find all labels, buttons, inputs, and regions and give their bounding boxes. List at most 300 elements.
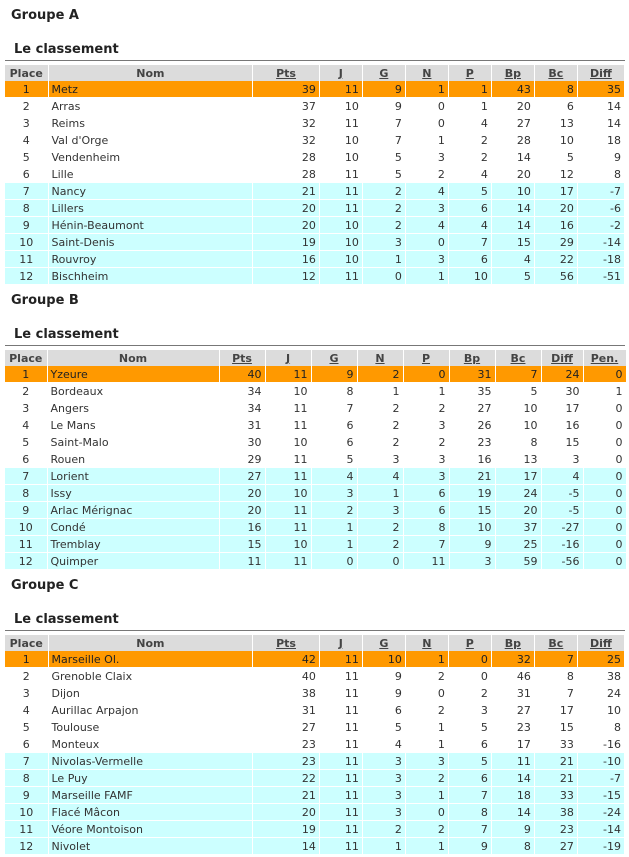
table-row — [5, 98, 625, 115]
stat-cell: -56 — [541, 553, 583, 570]
stat-cell: 0 — [362, 268, 405, 285]
stat-cell: 1 — [405, 132, 448, 149]
stat-cell: -5 — [541, 485, 583, 502]
stat-cell: 10 — [265, 434, 311, 451]
stat-cell: 1 — [362, 838, 405, 855]
stat-cell: 4 — [448, 166, 491, 183]
team-name-cell: Véore Montoison — [48, 821, 253, 838]
stat-cell: 8 — [311, 383, 357, 400]
stat-cell: 2 — [448, 149, 491, 166]
stat-cell: 11 — [319, 838, 362, 855]
stat-cell: 11 — [319, 787, 362, 804]
place-cell: 6 — [5, 166, 48, 183]
stat-cell: 6 — [448, 770, 491, 787]
stat-cell: 9 — [491, 821, 534, 838]
stat-cell: 11 — [319, 115, 362, 132]
stat-cell: 19 — [253, 234, 320, 251]
stat-cell: 0 — [405, 804, 448, 821]
table-row — [5, 519, 626, 536]
stat-cell: 6 — [311, 434, 357, 451]
team-name-cell: Rouen — [47, 451, 219, 468]
place-cell: 7 — [5, 183, 48, 200]
table-row — [5, 787, 625, 804]
place-cell: 6 — [5, 736, 48, 753]
stat-cell: 38 — [253, 685, 320, 702]
column-header-g[interactable]: G — [362, 65, 405, 81]
stat-cell: 11 — [265, 366, 311, 383]
place-cell: 11 — [5, 536, 47, 553]
stat-cell: 11 — [319, 736, 362, 753]
stat-cell: -7 — [577, 770, 624, 787]
stat-cell: 4 — [405, 217, 448, 234]
table-row — [5, 132, 625, 149]
place-cell: 2 — [5, 98, 48, 115]
stat-cell: -14 — [577, 821, 624, 838]
stat-cell: 39 — [253, 81, 320, 98]
team-name-cell: Condé — [47, 519, 219, 536]
stat-cell: 2 — [405, 770, 448, 787]
table-row — [5, 685, 625, 702]
stat-cell: 27 — [491, 115, 534, 132]
stat-cell: -19 — [577, 838, 624, 855]
stat-cell: -14 — [577, 234, 624, 251]
stat-cell: 0 — [405, 685, 448, 702]
stat-cell: 0 — [583, 553, 626, 570]
stat-cell: 11 — [319, 651, 362, 668]
stat-cell: 1 — [448, 98, 491, 115]
stat-cell: 1 — [362, 251, 405, 268]
column-header-diff[interactable]: Diff — [577, 635, 624, 651]
column-header-g[interactable]: G — [362, 635, 405, 651]
column-header-pts[interactable]: Pts — [219, 350, 265, 366]
stat-cell: 3 — [403, 468, 449, 485]
stat-cell: 0 — [405, 234, 448, 251]
stat-cell: 3 — [362, 753, 405, 770]
stat-cell: 0 — [583, 451, 626, 468]
stat-cell: 1 — [311, 536, 357, 553]
stat-cell: 38 — [534, 804, 577, 821]
stat-cell: 14 — [491, 200, 534, 217]
column-header-diff[interactable]: Diff — [541, 350, 583, 366]
stat-cell: 11 — [319, 804, 362, 821]
place-cell: 9 — [5, 217, 48, 234]
place-cell: 9 — [5, 787, 48, 804]
stat-cell: 5 — [448, 719, 491, 736]
standings-table — [5, 65, 625, 285]
stat-cell: 10 — [534, 132, 577, 149]
group-title: Groupe C — [11, 578, 79, 593]
stat-cell: 2 — [357, 400, 403, 417]
table-row — [5, 485, 626, 502]
stat-cell: 3 — [449, 553, 495, 570]
stat-cell: 35 — [577, 81, 624, 98]
team-name-cell: Saint-Malo — [47, 434, 219, 451]
column-header-n[interactable]: N — [405, 65, 448, 81]
place-cell: 5 — [5, 719, 48, 736]
table-row — [5, 166, 625, 183]
stat-cell: 2 — [357, 519, 403, 536]
stat-cell: 4 — [405, 183, 448, 200]
stat-cell: 5 — [362, 166, 405, 183]
stat-cell: 1 — [405, 651, 448, 668]
stat-cell: 8 — [534, 668, 577, 685]
stat-cell: 11 — [319, 685, 362, 702]
place-cell: 3 — [5, 400, 47, 417]
stat-cell: 32 — [253, 115, 320, 132]
place-cell: 3 — [5, 115, 48, 132]
column-header-g[interactable]: G — [311, 350, 357, 366]
team-name-cell: Rouvroy — [48, 251, 253, 268]
stat-cell: 10 — [319, 217, 362, 234]
stat-cell: 24 — [541, 366, 583, 383]
column-header-p[interactable]: P — [448, 65, 491, 81]
column-header-bc[interactable]: Bc — [534, 65, 577, 81]
stat-cell: 17 — [541, 400, 583, 417]
team-name-cell: Marseille FAMF — [48, 787, 253, 804]
column-header-p[interactable]: P — [448, 635, 491, 651]
place-cell: 5 — [5, 434, 47, 451]
stat-cell: 12 — [534, 166, 577, 183]
stat-cell: -27 — [541, 519, 583, 536]
section-title: Le classement — [5, 313, 625, 346]
column-header-nom: Nom — [47, 350, 219, 366]
stat-cell: 3 — [362, 770, 405, 787]
stat-cell: 9 — [362, 98, 405, 115]
stat-cell: 0 — [403, 366, 449, 383]
stat-cell: 11 — [491, 753, 534, 770]
stat-cell: 14 — [577, 98, 624, 115]
stat-cell: 2 — [405, 668, 448, 685]
stat-cell: 33 — [534, 736, 577, 753]
stat-cell: 10 — [265, 536, 311, 553]
stat-cell: 21 — [449, 468, 495, 485]
column-header-bc[interactable]: Bc — [495, 350, 541, 366]
table-row — [5, 702, 625, 719]
team-name-cell: Dijon — [48, 685, 253, 702]
stat-cell: 3 — [357, 502, 403, 519]
stat-cell: 21 — [253, 183, 320, 200]
team-name-cell: Aurillac Arpajon — [48, 702, 253, 719]
stat-cell: 27 — [449, 400, 495, 417]
column-header-n[interactable]: N — [405, 635, 448, 651]
stat-cell: 6 — [403, 502, 449, 519]
team-name-cell: Grenoble Claix — [48, 668, 253, 685]
place-cell: 8 — [5, 770, 48, 787]
stat-cell: 0 — [583, 417, 626, 434]
stat-cell: 11 — [319, 183, 362, 200]
team-name-cell: Monteux — [48, 736, 253, 753]
table-row — [5, 468, 626, 485]
column-header-j[interactable]: J — [265, 350, 311, 366]
stat-cell: 3 — [311, 485, 357, 502]
stat-cell: 40 — [253, 668, 320, 685]
stat-cell: 16 — [253, 251, 320, 268]
place-cell: 11 — [5, 821, 48, 838]
column-header-bc[interactable]: Bc — [534, 635, 577, 651]
stat-cell: 1 — [405, 736, 448, 753]
stat-cell: -16 — [541, 536, 583, 553]
stat-cell: 9 — [311, 366, 357, 383]
team-name-cell: Quimper — [47, 553, 219, 570]
stat-cell: 17 — [491, 736, 534, 753]
team-name-cell: Toulouse — [48, 719, 253, 736]
team-name-cell: Lorient — [47, 468, 219, 485]
team-name-cell: Saint-Denis — [48, 234, 253, 251]
stat-cell: 5 — [362, 149, 405, 166]
column-header-pts[interactable]: Pts — [253, 635, 320, 651]
place-cell: 1 — [5, 651, 48, 668]
stat-cell: 3 — [448, 702, 491, 719]
stat-cell: 2 — [403, 434, 449, 451]
column-header-bp[interactable]: Bp — [491, 65, 534, 81]
stat-cell: 0 — [583, 468, 626, 485]
stat-cell: 7 — [448, 787, 491, 804]
stat-cell: 21 — [534, 753, 577, 770]
stat-cell: 2 — [357, 417, 403, 434]
stat-cell: -51 — [577, 268, 624, 285]
team-name-cell: Vendenheim — [48, 149, 253, 166]
stat-cell: 2 — [405, 166, 448, 183]
stat-cell: 11 — [319, 702, 362, 719]
stat-cell: 8 — [577, 166, 624, 183]
stat-cell: 16 — [219, 519, 265, 536]
stat-cell: 20 — [495, 502, 541, 519]
place-cell: 9 — [5, 502, 47, 519]
stat-cell: 15 — [449, 502, 495, 519]
group-title: Groupe B — [11, 293, 79, 308]
stat-cell: 18 — [577, 132, 624, 149]
stat-cell: 11 — [319, 81, 362, 98]
table-row — [5, 200, 625, 217]
column-header-nom: Nom — [48, 65, 253, 81]
table-row — [5, 217, 625, 234]
stat-cell: 31 — [491, 685, 534, 702]
stat-cell: 7 — [534, 651, 577, 668]
stat-cell: 7 — [311, 400, 357, 417]
place-cell: 1 — [5, 81, 48, 98]
stat-cell: 2 — [362, 821, 405, 838]
stat-cell: 27 — [219, 468, 265, 485]
stat-cell: 25 — [495, 536, 541, 553]
stat-cell: 3 — [405, 149, 448, 166]
table-header-row — [5, 65, 625, 81]
place-cell: 8 — [5, 485, 47, 502]
stat-cell: 16 — [449, 451, 495, 468]
stat-cell: 4 — [448, 115, 491, 132]
stat-cell: 24 — [577, 685, 624, 702]
stat-cell: 20 — [219, 485, 265, 502]
table-row — [5, 668, 625, 685]
stat-cell: 11 — [319, 770, 362, 787]
stat-cell: 6 — [448, 200, 491, 217]
stat-cell: 12 — [253, 268, 320, 285]
stat-cell: 2 — [362, 217, 405, 234]
stat-cell: 11 — [219, 553, 265, 570]
stat-cell: 0 — [448, 668, 491, 685]
stat-cell: 15 — [491, 234, 534, 251]
stat-cell: 38 — [577, 668, 624, 685]
team-name-cell: Metz — [48, 81, 253, 98]
stat-cell: 1 — [583, 383, 626, 400]
stat-cell: 14 — [577, 115, 624, 132]
stat-cell: 17 — [534, 183, 577, 200]
column-header-diff[interactable]: Diff — [577, 65, 624, 81]
stat-cell: 3 — [405, 753, 448, 770]
stat-cell: 11 — [403, 553, 449, 570]
stat-cell: 10 — [319, 234, 362, 251]
team-name-cell: Arlac Mérignac — [47, 502, 219, 519]
stat-cell: 2 — [448, 132, 491, 149]
stat-cell: 20 — [253, 217, 320, 234]
stat-cell: 1 — [311, 519, 357, 536]
stat-cell: -10 — [577, 753, 624, 770]
stat-cell: 4 — [541, 468, 583, 485]
stat-cell: 0 — [405, 98, 448, 115]
column-header-j[interactable]: J — [319, 65, 362, 81]
stat-cell: 10 — [362, 651, 405, 668]
stat-cell: 11 — [319, 668, 362, 685]
stat-cell: 18 — [491, 787, 534, 804]
stat-cell: 59 — [495, 553, 541, 570]
stat-cell: 7 — [495, 366, 541, 383]
stat-cell: 10 — [449, 519, 495, 536]
table-row — [5, 400, 626, 417]
stat-cell: 2 — [403, 400, 449, 417]
stat-cell: 0 — [583, 519, 626, 536]
column-header-pen[interactable]: Pen. — [583, 350, 626, 366]
place-cell: 2 — [5, 668, 48, 685]
section-title: Le classement — [5, 598, 625, 631]
stat-cell: 27 — [491, 702, 534, 719]
table-header-row — [5, 635, 625, 651]
table-row — [5, 821, 625, 838]
stat-cell: 4 — [491, 251, 534, 268]
stat-cell: 10 — [448, 268, 491, 285]
stat-cell: 23 — [253, 753, 320, 770]
stat-cell: 0 — [405, 115, 448, 132]
table-row — [5, 417, 626, 434]
team-name-cell: Val d'Orge — [48, 132, 253, 149]
table-row — [5, 234, 625, 251]
column-header-nom: Nom — [48, 635, 253, 651]
stat-cell: 6 — [448, 251, 491, 268]
stat-cell: 23 — [253, 736, 320, 753]
stat-cell: 21 — [253, 787, 320, 804]
stat-cell: 34 — [219, 383, 265, 400]
stat-cell: -2 — [577, 217, 624, 234]
stat-cell: 28 — [253, 166, 320, 183]
team-name-cell: Marseille Ol. — [48, 651, 253, 668]
stat-cell: 13 — [495, 451, 541, 468]
stat-cell: 4 — [357, 468, 403, 485]
stat-cell: 11 — [319, 821, 362, 838]
stat-cell: 42 — [253, 651, 320, 668]
column-header-place: Place — [5, 350, 47, 366]
stat-cell: 14 — [253, 838, 320, 855]
stat-cell: 6 — [534, 98, 577, 115]
stat-cell: 4 — [448, 217, 491, 234]
place-cell: 3 — [5, 685, 48, 702]
stat-cell: 10 — [319, 98, 362, 115]
stat-cell: 23 — [449, 434, 495, 451]
stat-cell: 30 — [541, 383, 583, 400]
team-name-cell: Tremblay — [47, 536, 219, 553]
stat-cell: 24 — [495, 485, 541, 502]
stat-cell: 22 — [534, 251, 577, 268]
stat-cell: 10 — [495, 400, 541, 417]
stat-cell: 9 — [362, 668, 405, 685]
stat-cell: 11 — [319, 268, 362, 285]
stat-cell: 11 — [265, 400, 311, 417]
stat-cell: 17 — [495, 468, 541, 485]
place-cell: 4 — [5, 132, 48, 149]
stat-cell: 11 — [319, 200, 362, 217]
place-cell: 10 — [5, 234, 48, 251]
stat-cell: 37 — [253, 98, 320, 115]
stat-cell: 19 — [449, 485, 495, 502]
stat-cell: 6 — [362, 702, 405, 719]
column-header-j[interactable]: J — [319, 635, 362, 651]
team-name-cell: Le Puy — [48, 770, 253, 787]
place-cell: 12 — [5, 838, 48, 855]
stat-cell: 11 — [265, 553, 311, 570]
team-name-cell: Nancy — [48, 183, 253, 200]
stat-cell: 10 — [319, 132, 362, 149]
stat-cell: 14 — [491, 804, 534, 821]
table-row — [5, 268, 625, 285]
stat-cell: 22 — [253, 770, 320, 787]
column-header-p[interactable]: P — [403, 350, 449, 366]
stat-cell: 0 — [357, 553, 403, 570]
stat-cell: 8 — [491, 838, 534, 855]
team-name-cell: Lille — [48, 166, 253, 183]
place-cell: 7 — [5, 753, 48, 770]
stat-cell: 1 — [403, 383, 449, 400]
stat-cell: 2 — [405, 821, 448, 838]
column-header-pts[interactable]: Pts — [253, 65, 320, 81]
stat-cell: 3 — [405, 200, 448, 217]
table-row — [5, 838, 625, 855]
stat-cell: 37 — [495, 519, 541, 536]
stat-cell: 0 — [583, 502, 626, 519]
column-header-n[interactable]: N — [357, 350, 403, 366]
table-row — [5, 753, 625, 770]
stat-cell: 5 — [311, 451, 357, 468]
column-header-bp[interactable]: Bp — [449, 350, 495, 366]
stat-cell: 46 — [491, 668, 534, 685]
place-cell: 4 — [5, 417, 47, 434]
stat-cell: 10 — [577, 702, 624, 719]
stat-cell: 5 — [534, 149, 577, 166]
stat-cell: 7 — [448, 234, 491, 251]
stat-cell: 43 — [491, 81, 534, 98]
stat-cell: 28 — [491, 132, 534, 149]
stat-cell: 4 — [362, 736, 405, 753]
stat-cell: 10 — [265, 485, 311, 502]
team-name-cell: Nivolas-Vermelle — [48, 753, 253, 770]
stat-cell: 21 — [534, 770, 577, 787]
stat-cell: 0 — [583, 400, 626, 417]
stat-cell: 3 — [362, 234, 405, 251]
stat-cell: 23 — [534, 821, 577, 838]
stat-cell: 7 — [362, 115, 405, 132]
table-row — [5, 149, 625, 166]
stat-cell: 32 — [491, 651, 534, 668]
stat-cell: 10 — [265, 383, 311, 400]
stat-cell: 7 — [362, 132, 405, 149]
column-header-bp[interactable]: Bp — [491, 635, 534, 651]
stat-cell: -15 — [577, 787, 624, 804]
